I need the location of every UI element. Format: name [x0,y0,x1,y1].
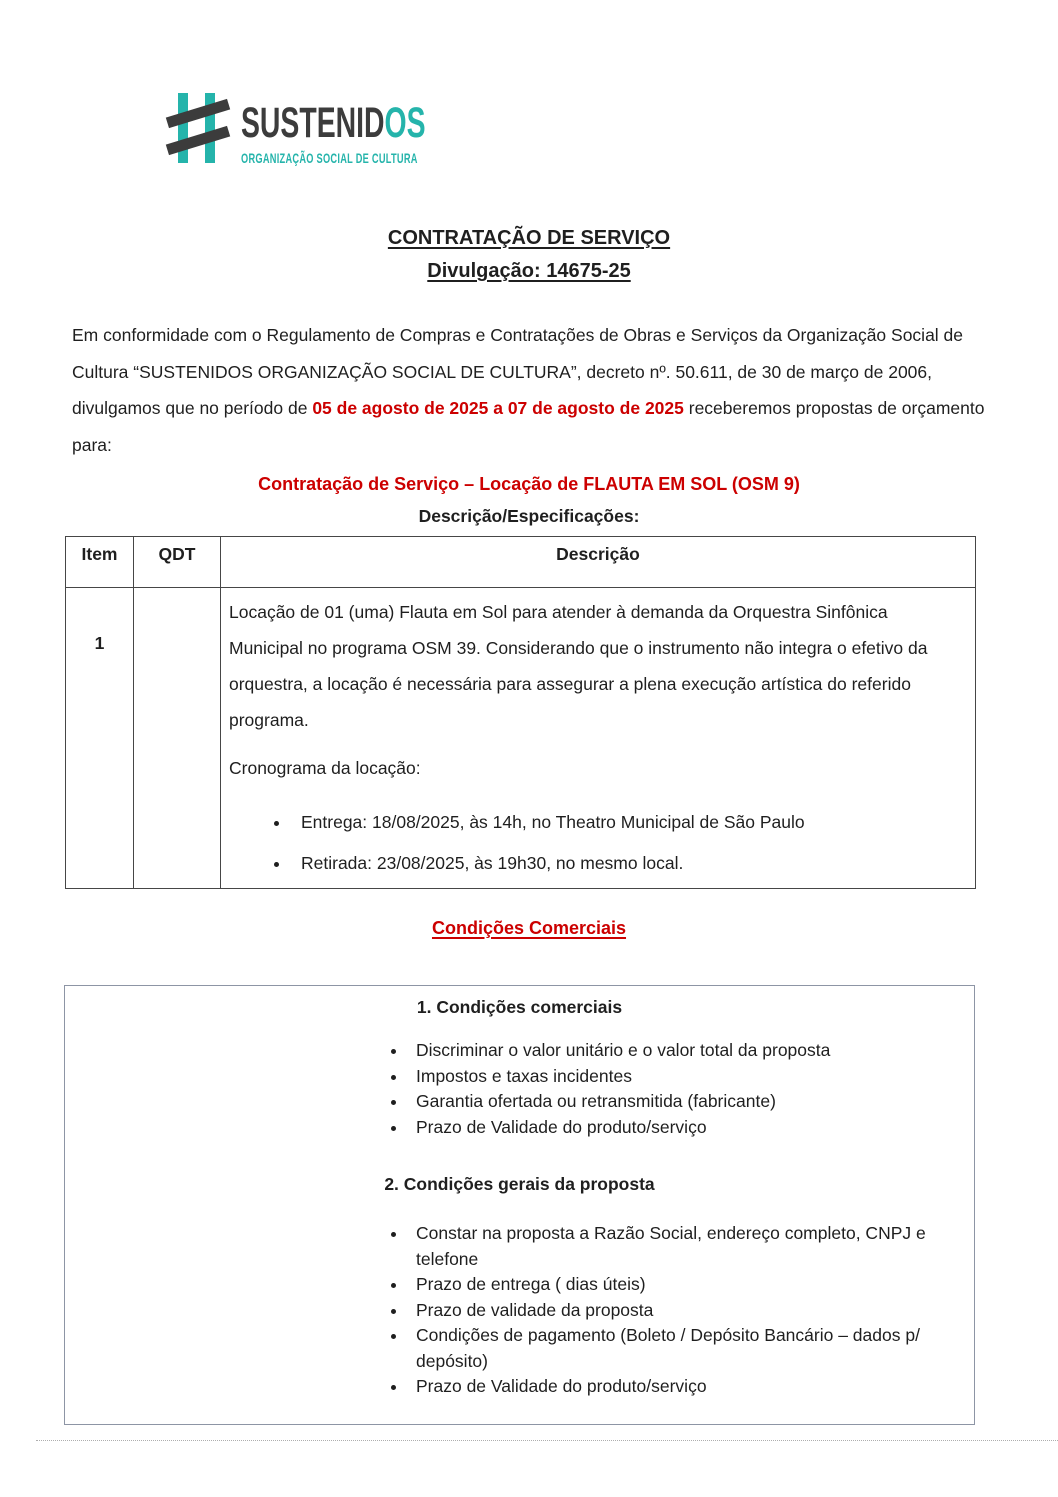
condition-item: • Impostos e taxas incidentes [408,1064,960,1090]
brand-name: SUSTENIDOS [241,99,426,147]
condition-item: • Garantia ofertada ou retransmitida (fabricante) [408,1089,960,1115]
condition-item: • Prazo de validade da proposta [408,1298,960,1324]
header-descricao: Descrição [221,537,976,588]
table-header-row [66,537,976,588]
header-qdt: QDT [134,537,221,588]
spec-table [65,536,976,889]
brand-text [241,99,426,166]
section-2-list [65,1221,974,1400]
brand-subtitle: ORGANIZAÇÃO SOCIAL DE CULTURA [241,150,418,166]
intro-part2: receberemos propostas de orçamento para: [72,398,985,455]
condition-item: • Prazo de entrega ( dias úteis) [408,1272,960,1298]
condition-item: • Prazo de Validade do produto/serviço [408,1374,960,1400]
condition-item: • Discriminar o valor unitário e o valor total da proposta [408,1038,960,1064]
item-cell: 1 [66,588,134,889]
intro-part1: Em conformidade com o Regulamento de Compras e Contratações de Obras e Serviços da Organização Social de Cultura “SUSTENIDOS ORGANIZAÇÃO SOCIAL DE CULTURA”, decreto nº. 50.611, de 30 de março de 2006, divulgamos que no período de [72,325,964,418]
condition-item: • Constar na proposta a Razão Social, endereço completo, CNPJ e telefone [408,1221,960,1272]
condition-item: • Condições de pagamento (Boleto / Depósito Bancário – dados p/ depósito) [408,1323,960,1374]
schedule-item: • Retirada: 23/08/2025, às 19h30, no mesmo local. [291,845,961,881]
header-item: Item [66,537,134,588]
conditions-box [64,985,975,1425]
sustenidos-logo [172,93,521,166]
intro-highlight-dates: 05 de agosto de 2025 a 07 de agosto de 2025 [312,398,684,418]
hash-logo-icon [172,93,226,163]
brand-name-accent: OS [384,99,426,147]
page-bottom-divider [36,1440,1058,1441]
doc-number: Divulgação: 14675-25 [427,260,631,282]
schedule-item: • Entrega: 18/08/2025, às 14h, no Theatro Municipal de São Paulo [291,804,961,840]
schedule-list [229,804,961,881]
condition-item: • Prazo de Validade do produto/serviço [408,1115,960,1141]
schedule-title: Cronograma da locação: [229,758,421,778]
commercial-conditions-heading: Condições Comerciais [431,918,627,938]
section-1-title: 1. Condições comerciais [416,997,623,1017]
doc-title: CONTRATAÇÃO DE SERVIÇO [387,227,671,249]
section-2-title: 2. Condições gerais da proposta [384,1174,655,1194]
description-cell [221,588,976,889]
service-title: Contratação de Serviço – Locação de FLAUTA EM SOL (OSM 9) [258,474,800,494]
qdt-cell [134,588,221,889]
section-1-list [65,1038,974,1140]
description-text: Locação de 01 (uma) Flauta em Sol para atender à demanda da Orquestra Sinfônica Municipal no programa OSM 39. Considerando que o instrumento não integra o efetivo da orquestra, a locação é necessária para assegurar a plena execução artística do referido programa. [229,602,928,730]
intro-paragraph [72,317,988,463]
spec-label: Descrição/Especificações: [418,506,640,526]
table-row [66,588,976,889]
